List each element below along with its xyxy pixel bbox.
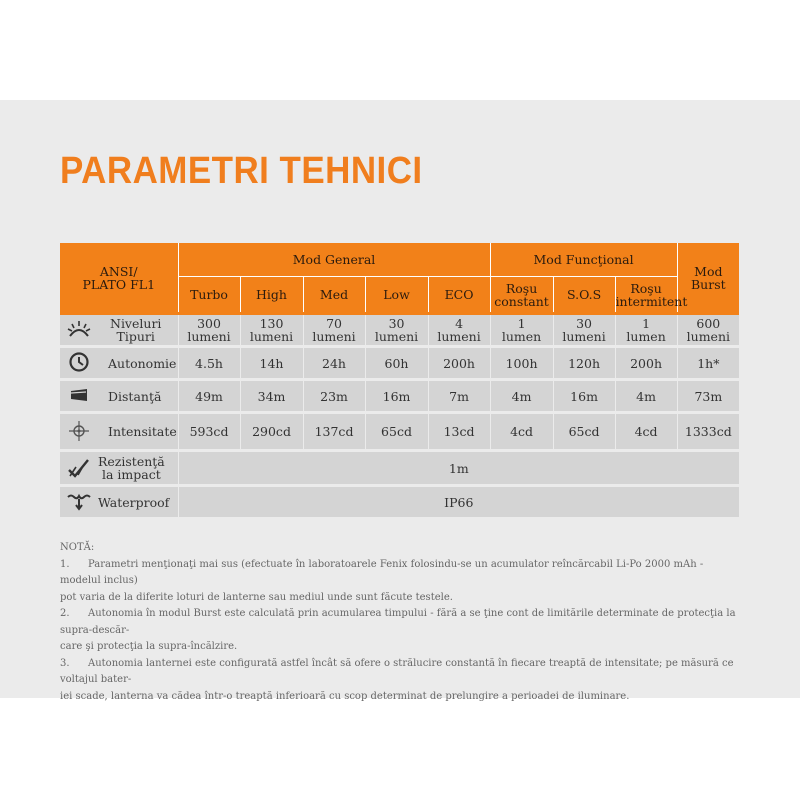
value-cell — [490, 413, 553, 451]
value-text: 7m — [449, 388, 469, 404]
value-cell — [428, 380, 490, 413]
impact-row — [60, 451, 739, 486]
value-text: 4.5h — [195, 355, 223, 371]
value-cell — [240, 314, 303, 347]
value-text: 23m — [320, 388, 348, 404]
mode-label: constant — [494, 293, 549, 309]
value-text: 4m — [511, 388, 532, 404]
value-cell — [428, 314, 490, 347]
value-cell — [303, 380, 365, 413]
group-general: Mod General — [178, 243, 490, 277]
waterproof-row — [60, 486, 739, 518]
value-cell — [303, 314, 365, 347]
beam-distance-icon — [60, 380, 98, 413]
mode-header-5 — [490, 277, 553, 314]
note-text: Autonomia lanternei este configurată astfel încât să ofere o strălucire constantă în fiecare treaptă de intensitate; pe măsură ce voltajul bater- — [60, 657, 734, 685]
value-text: 200h — [443, 355, 475, 371]
row-label-text: Intensitate — [108, 424, 177, 439]
note-number: 3. — [60, 657, 70, 669]
value-text: lumeni — [249, 329, 294, 344]
value-text: 24h — [322, 355, 346, 371]
group-burst-line2: Burst — [691, 276, 726, 292]
impact-label — [98, 451, 178, 486]
value-cell — [490, 314, 553, 347]
header-corner — [60, 243, 178, 314]
value-text: lumen — [501, 329, 542, 344]
value-text: 300 — [197, 316, 221, 331]
mode-header-0 — [178, 277, 240, 314]
crosshair-icon — [60, 413, 98, 451]
note-line — [60, 557, 740, 590]
value-cell — [615, 380, 677, 413]
note-text: iei scade, lanterna va cădea într-o treaptă inferioară cu scop determinat de prelungire a perioadei de iluminare. — [60, 690, 630, 702]
value-cell — [615, 413, 677, 451]
value-cell — [490, 347, 553, 380]
impact-value: 1m — [178, 451, 739, 486]
value-cell — [365, 347, 428, 380]
value-cell — [240, 380, 303, 413]
row-label — [98, 314, 178, 347]
value-text: 16m — [570, 388, 598, 404]
note-text: care şi protecţia la supra-încălzire. — [60, 641, 238, 652]
mode-header-4 — [428, 277, 490, 314]
group-functional: Mod Funcţional — [490, 243, 677, 277]
page-title: PARAMETRI TEHNICI — [60, 150, 423, 192]
brightness-icon — [60, 314, 98, 347]
value-text: lumeni — [312, 329, 356, 344]
mode-label: Turbo — [190, 287, 228, 302]
value-cell — [490, 380, 553, 413]
row-label — [98, 347, 178, 380]
value-text: 4cd — [634, 424, 658, 439]
value-cell — [240, 347, 303, 380]
waterproof-label — [98, 486, 178, 518]
value-text: 30 — [576, 316, 593, 331]
value-cell — [178, 380, 240, 413]
value-cell — [365, 380, 428, 413]
mode-header-7 — [615, 277, 688, 314]
value-text: lumeni — [437, 329, 481, 344]
value-text: lumeni — [374, 329, 419, 344]
mode-header-1 — [240, 277, 303, 314]
value-cell — [553, 380, 615, 413]
value-text: 65cd — [568, 424, 600, 439]
value-text: 65cd — [381, 424, 412, 439]
note-line — [60, 590, 740, 607]
value-text: 16m — [382, 388, 411, 404]
waterproof-value: IP66 — [178, 486, 739, 518]
spec-row — [60, 314, 739, 347]
value-cell — [428, 347, 490, 380]
value-cell — [303, 347, 365, 380]
value-text: 137cd — [314, 424, 354, 439]
notes-heading: NOTĂ: — [60, 542, 95, 553]
clock-icon — [60, 347, 98, 380]
value-text: 13cd — [443, 424, 475, 439]
value-text: lumeni — [686, 329, 730, 344]
row-label — [98, 413, 178, 451]
notes-list — [60, 557, 740, 706]
note-number: 2. — [60, 608, 70, 619]
impact-label-line2: la impact — [102, 467, 161, 482]
value-text: 1 — [517, 316, 526, 331]
mode-label: High — [256, 287, 287, 302]
mode-label: S.O.S — [566, 287, 602, 302]
spec-row — [60, 380, 739, 413]
value-cell — [428, 413, 490, 451]
note-text: pot varia de la diferite loturi de lanterne sau mediul unde sunt făcute testele. — [60, 591, 453, 603]
value-cell — [240, 413, 303, 451]
row-label-text: Distanţă — [108, 388, 162, 404]
notes — [60, 540, 740, 705]
value-cell — [178, 413, 240, 451]
value-cell — [677, 413, 739, 451]
spec-table — [60, 243, 739, 517]
waterproof-label-text: Waterproof — [98, 494, 170, 510]
value-text: 14h — [259, 355, 284, 371]
value-text: 130 — [259, 316, 284, 331]
row-label-text: Autonomie — [108, 355, 177, 371]
note-text: Parametri menţionaţi mai sus (efectuate în laboratoarele Fenix folosindu-se un acumulator reîncărcabil Li-Po 2000 mAh - modelul inclus) — [60, 558, 704, 586]
value-text: 34m — [257, 388, 286, 404]
impact-icon — [60, 451, 98, 486]
row-label-text: Tipuri — [116, 329, 155, 344]
value-cell — [178, 314, 240, 347]
value-text: 200h — [630, 355, 663, 371]
value-cell — [553, 347, 615, 380]
note-text: Autonomia în modul Burst este calculată prin acumularea timpului - fără a se ţine cont de limitările determinate de protecţia la supra-descăr- — [60, 608, 736, 636]
value-cell — [303, 413, 365, 451]
note-line — [60, 656, 740, 689]
value-cell — [365, 314, 428, 347]
mode-label: Low — [383, 287, 410, 302]
value-cell — [553, 413, 615, 451]
mode-header-2 — [303, 277, 365, 314]
value-text: 70 — [326, 316, 342, 331]
value-cell — [677, 380, 739, 413]
header-corner-line1: ANSI/ — [99, 263, 138, 279]
value-cell — [677, 314, 739, 347]
value-text: 49m — [195, 388, 223, 404]
note-line — [60, 689, 740, 706]
value-cell — [677, 347, 739, 380]
mode-label: Roşu — [505, 280, 538, 296]
value-text: 1333cd — [684, 424, 732, 439]
mode-header-3 — [365, 277, 428, 314]
value-text: 290cd — [252, 424, 291, 439]
mode-label: ECO — [444, 287, 474, 302]
value-text: 593cd — [189, 424, 229, 439]
mode-label: Med — [319, 287, 349, 302]
note-line — [60, 606, 740, 639]
row-label — [98, 380, 178, 413]
mode-label: Roşu — [630, 280, 662, 296]
value-cell — [553, 314, 615, 347]
mode-label: intermitent — [615, 293, 688, 309]
value-text: lumen — [626, 329, 666, 344]
value-text: 100h — [505, 355, 538, 371]
value-cell — [615, 314, 677, 347]
mode-header-6 — [553, 277, 615, 314]
water-icon — [60, 486, 98, 518]
note-number: 1. — [60, 558, 70, 570]
value-text: 4cd — [510, 424, 534, 439]
group-burst-line1: Mod — [694, 263, 723, 279]
value-text: 1 — [642, 316, 651, 331]
header-corner-line2: PLATO FL1 — [82, 276, 156, 292]
row-label-text: Niveluri — [110, 316, 162, 331]
note-line — [60, 639, 740, 656]
spec-body — [60, 314, 739, 518]
value-text: lumeni — [187, 329, 231, 344]
value-text: 4m — [636, 388, 656, 404]
value-text: 60h — [384, 355, 409, 371]
value-cell — [178, 347, 240, 380]
value-text: 30 — [388, 316, 405, 331]
value-text: 1h* — [697, 355, 720, 371]
value-text: lumeni — [562, 329, 606, 344]
value-text: 600 — [696, 316, 721, 331]
impact-label-line1: Rezistenţă — [98, 454, 165, 469]
value-cell — [365, 413, 428, 451]
value-text: 4 — [455, 316, 464, 331]
spec-row — [60, 347, 739, 380]
value-text: 73m — [694, 388, 723, 404]
value-text: 120h — [568, 355, 601, 371]
spec-row — [60, 413, 739, 451]
value-cell — [615, 347, 677, 380]
